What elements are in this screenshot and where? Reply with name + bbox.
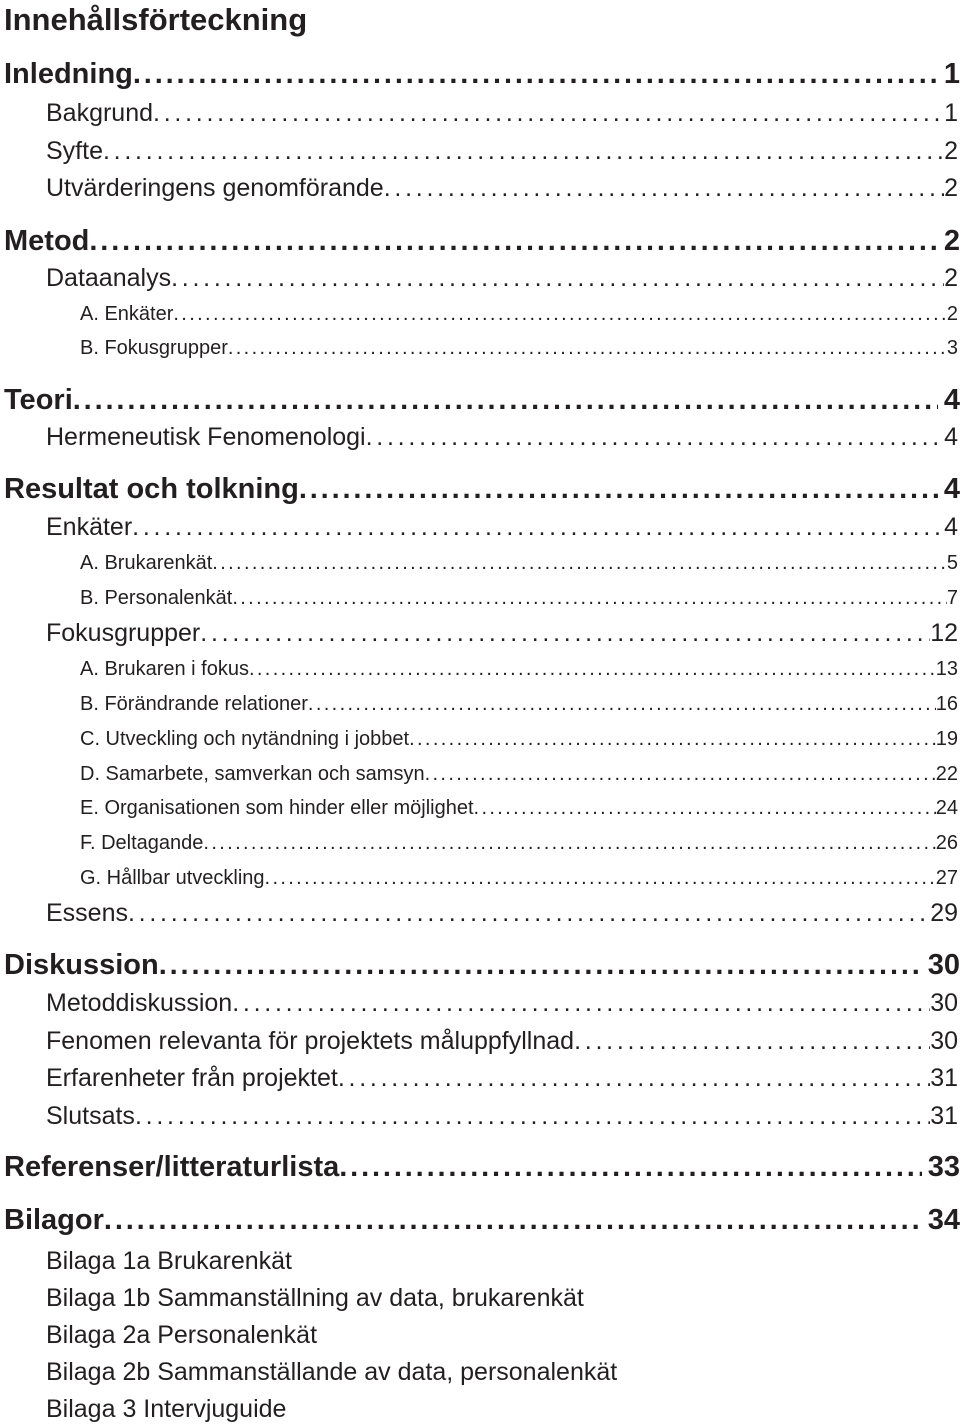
toc-entry[interactable] xyxy=(80,587,958,615)
appendix-item[interactable]: Bilaga 1a Brukarenkät xyxy=(46,1247,292,1275)
toc-page-number: 2 xyxy=(946,303,958,325)
toc-entry-title: Bakgrund xyxy=(46,99,154,127)
toc-page-number: 2 xyxy=(944,264,958,292)
toc-page-number: 19 xyxy=(935,728,958,750)
toc-entry-title: Erfarenheter från projektet xyxy=(46,1064,338,1092)
toc-dot-leader xyxy=(232,989,930,1018)
toc-dot-leader xyxy=(384,174,944,203)
toc-dot-leader xyxy=(128,899,930,928)
toc-entry-title: Metoddiskussion xyxy=(46,989,233,1017)
toc-entry[interactable] xyxy=(80,797,958,825)
toc-entry-title: Slutsats xyxy=(46,1102,135,1130)
toc-dot-leader xyxy=(103,137,944,166)
toc-entry-title: B. Personalenkät xyxy=(80,587,233,609)
toc-page-number: 4 xyxy=(943,384,960,416)
toc-entry[interactable] xyxy=(80,763,958,791)
toc-entry[interactable] xyxy=(4,1204,960,1240)
toc-page-number: 12 xyxy=(930,619,958,647)
toc-page-number: 4 xyxy=(944,423,958,451)
toc-dot-leader xyxy=(153,99,944,128)
toc-entry[interactable] xyxy=(46,174,958,206)
toc-page-number: 13 xyxy=(935,658,958,680)
toc-dot-leader xyxy=(425,763,936,786)
toc-entry[interactable] xyxy=(46,423,958,455)
toc-dot-leader xyxy=(173,303,946,326)
toc-entry[interactable] xyxy=(46,989,958,1021)
toc-entry-title: A. Brukaren i fokus xyxy=(80,658,249,680)
toc-page-number: 22 xyxy=(935,763,958,785)
toc-dot-leader xyxy=(133,58,938,91)
toc-page-number: 33 xyxy=(927,1151,960,1183)
toc-entry-title: Inledning xyxy=(4,58,133,90)
toc-dot-leader xyxy=(249,658,936,681)
toc-dot-leader xyxy=(228,337,947,360)
toc-dot-leader xyxy=(339,1151,921,1184)
toc-entry-title: B. Förändrande relationer xyxy=(80,693,308,715)
toc-entry-title: Diskussion xyxy=(4,949,159,981)
page-title: Innehållsförteckning xyxy=(4,2,308,37)
toc-entry-title: B. Fokusgrupper xyxy=(80,337,228,359)
toc-entry-title: A. Enkäter xyxy=(80,303,174,325)
toc-dot-leader xyxy=(409,728,936,751)
toc-dot-leader xyxy=(299,473,938,506)
toc-entry-title: Utvärderingens genomförande xyxy=(46,174,384,202)
toc-entry[interactable] xyxy=(80,867,958,895)
toc-entry[interactable] xyxy=(4,473,960,509)
toc-page-number: 1 xyxy=(943,58,960,90)
toc-entry[interactable] xyxy=(4,384,960,420)
toc-entry[interactable] xyxy=(80,552,958,580)
toc-entry[interactable] xyxy=(80,693,958,721)
appendix-item[interactable]: Bilaga 2b Sammanställande av data, personalenkät xyxy=(46,1358,618,1386)
toc-entry[interactable] xyxy=(4,225,960,261)
toc-page-number: 2 xyxy=(944,137,958,165)
toc-page-number: 7 xyxy=(946,587,958,609)
toc-page-number: 4 xyxy=(943,473,960,505)
toc-entry-title: C. Utveckling och nytändning i jobbet xyxy=(80,728,410,750)
toc-entry[interactable] xyxy=(46,513,958,545)
toc-dot-leader xyxy=(104,1204,922,1237)
toc-entry-title: Referenser/litteraturlista xyxy=(4,1151,340,1183)
toc-page-number: 30 xyxy=(927,949,960,981)
toc-page-number: 1 xyxy=(944,99,958,127)
toc-entry-title: E. Organisationen som hinder eller möjlighet xyxy=(80,797,474,819)
toc-entry-title: F. Deltagande xyxy=(80,832,204,854)
toc-dot-leader xyxy=(89,225,937,258)
toc-page-number: 2 xyxy=(944,174,958,202)
toc-dot-leader xyxy=(73,384,938,417)
toc-page-number: 5 xyxy=(946,552,958,574)
toc-page-number: 31 xyxy=(930,1064,958,1092)
toc-dot-leader xyxy=(366,423,944,452)
appendix-item[interactable]: Bilaga 2a Personalenkät xyxy=(46,1321,318,1349)
toc-entry-title: Essens xyxy=(46,899,128,927)
toc-entry[interactable] xyxy=(46,619,958,651)
toc-entry[interactable] xyxy=(4,58,960,94)
toc-entry[interactable] xyxy=(46,899,958,931)
toc-page-number: 30 xyxy=(930,989,958,1017)
appendix-item[interactable]: Bilaga 1b Sammanställning av data, brukarenkät xyxy=(46,1284,584,1312)
toc-entry-title: D. Samarbete, samverkan och samsyn xyxy=(80,763,425,785)
toc-dot-leader xyxy=(203,832,935,855)
toc-dot-leader xyxy=(308,693,936,716)
toc-dot-leader xyxy=(265,867,936,890)
toc-entry[interactable] xyxy=(80,658,958,686)
toc-entry[interactable] xyxy=(46,99,958,131)
toc-entry[interactable] xyxy=(80,728,958,756)
toc-entry-title: Enkäter xyxy=(46,513,133,541)
toc-page-number: 4 xyxy=(944,513,958,541)
toc-entry-title: Fenomen relevanta för projektets måluppfyllnad xyxy=(46,1027,575,1055)
toc-page-number: 3 xyxy=(946,337,958,359)
toc-dot-leader xyxy=(132,513,944,542)
toc-entry-title: Teori xyxy=(4,384,73,416)
toc-page-number: 30 xyxy=(930,1027,958,1055)
toc-entry-title: Metod xyxy=(4,225,90,257)
toc-entry[interactable] xyxy=(46,1027,958,1059)
toc-entry[interactable] xyxy=(80,303,958,331)
toc-entry-title: Syfte xyxy=(46,137,103,165)
toc-entry[interactable] xyxy=(80,337,958,365)
toc-entry-title: Bilagor xyxy=(4,1204,104,1236)
toc-dot-leader xyxy=(171,264,944,293)
toc-entry[interactable] xyxy=(46,1064,958,1096)
toc-entry[interactable] xyxy=(4,949,960,985)
toc-dot-leader xyxy=(474,797,936,820)
appendix-item[interactable]: Bilaga 3 Intervjuguide xyxy=(46,1395,287,1423)
toc-entry-title: Hermeneutisk Fenomenologi xyxy=(46,423,366,451)
toc-entry-title: Resultat och tolkning xyxy=(4,473,299,505)
toc-dot-leader xyxy=(574,1027,930,1056)
toc-dot-leader xyxy=(135,1102,930,1131)
toc-entry-title: A. Brukarenkät xyxy=(80,552,213,574)
toc-entry-title: Dataanalys xyxy=(46,264,172,292)
toc-dot-leader xyxy=(200,619,930,648)
toc-page-number: 26 xyxy=(935,832,958,854)
toc-page-number: 2 xyxy=(943,225,960,257)
toc-entry[interactable] xyxy=(4,1151,960,1187)
toc-dot-leader xyxy=(338,1064,930,1093)
toc-page-number: 27 xyxy=(935,867,958,889)
toc-entry-title: Fokusgrupper xyxy=(46,619,201,647)
toc-entry-title: G. Hållbar utveckling xyxy=(80,867,265,889)
toc-page-number: 34 xyxy=(927,1204,960,1236)
toc-entry[interactable] xyxy=(80,832,958,860)
toc-page-number: 31 xyxy=(930,1102,958,1130)
toc-dot-leader xyxy=(232,587,947,610)
toc-page-number: 16 xyxy=(935,693,958,715)
toc-dot-leader xyxy=(212,552,947,575)
toc-entry[interactable] xyxy=(46,137,958,169)
toc-entry[interactable] xyxy=(46,1102,958,1134)
toc-dot-leader xyxy=(159,949,922,982)
toc-entry[interactable] xyxy=(46,264,958,296)
toc-page-number: 29 xyxy=(930,899,958,927)
toc-page-number: 24 xyxy=(935,797,958,819)
